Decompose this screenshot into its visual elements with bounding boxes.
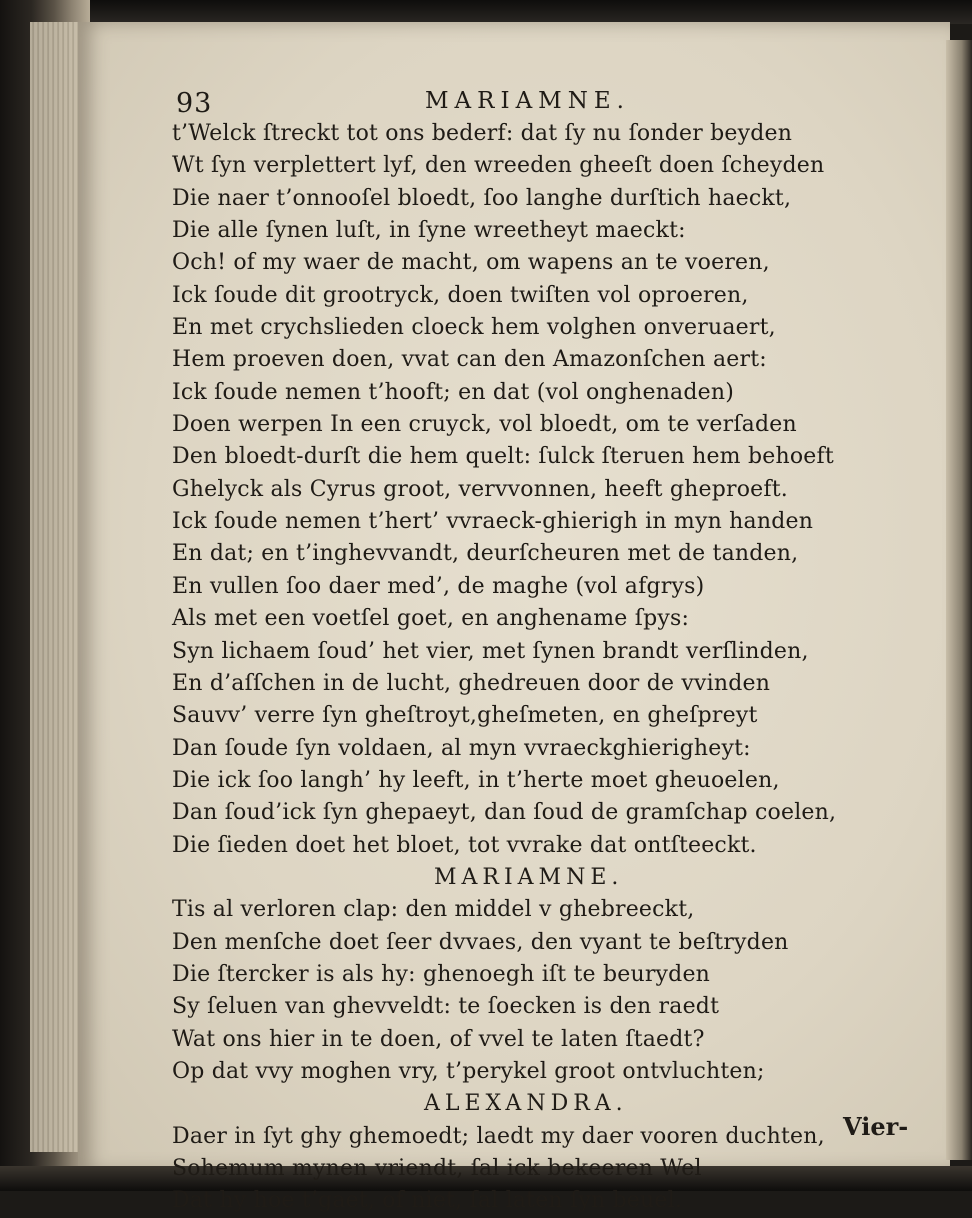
verse-lines [172,118,836,1218]
verse-line: Den menſche doet ſeer dvvaes, den vyant te beſtryden [172,929,789,955]
verse-line: En vullen ſoo daer med’, de maghe (vol afgrys) [172,573,705,599]
verse-line: Och! of my waer de macht, om wapens an te voeren, [172,250,770,276]
verse-line: Ghelyck als Cyrus groot, vervvonnen, heeft gheproeft. [172,476,788,502]
verse-line: En dat; en t’inghevvandt, deurſcheuren met de tanden, [172,541,799,567]
verse-line: Die ſieden doet het bloet, tot vvrake dat ontſteeckt. [172,832,757,858]
verse-line: Sauvv’ verre ſyn gheſtroyt,gheſmeten, en gheſpreyt [172,703,758,729]
verse-line: Als met een voetſel goet, en anghename ſpys: [172,606,690,632]
verse-line: Ick ſoude nemen t’hooft; en dat (vol onghenaden) [172,379,735,405]
verse-line: Op dat vvy moghen vry, t’perykel groot ontvluchten; [172,1058,765,1084]
verse-line: Die alle ſynen luſt, in ſyne wreetheyt maeckt: [172,218,686,244]
verse-line: Die ſtercker is als hy: ghenoegh iſt te beuryden [172,961,711,987]
verse-line: Sohemum mynen vriendt, ſal ick bekeeren Wel [172,1156,702,1181]
verse-line: Dan ſoud’ick ſyn ghepaeyt, dan ſoud de gramſchap coelen, [172,800,837,826]
verse-line: t’Welck ſtreckt tot ons bederf: dat ſy nu ſonder beyden [172,121,793,146]
page-number: 93 [176,88,213,119]
verse-line: Ick ſoude dit grootryck, doen twiſten vol oproeren, [172,282,749,308]
verse-line: Sy ſeluen van ghevveldt: te ſoecken is den raedt [172,994,720,1020]
verse-line: Tis al verloren clap: den middel v ghebreeckt, [172,897,695,923]
running-head: MARIAMNE. [425,88,630,114]
verse-line: Dat hy hoe t’gaet, of niet, ſal laten ſyn beuel. [172,1188,683,1214]
verse-line: Den bloedt-durſt die hem quelt: ſulck ſteruen hem behoeft [172,444,834,470]
verse-line: Wat ons hier in te doen, of vvel te laten ſtaedt? [172,1026,705,1052]
verse-line: En met crychslieden cloeck hem volghen onveruaert, [172,315,776,341]
verse-line: Syn lichaem ſoud’ het vier, met ſynen brandt verſlinden, [172,638,809,664]
verse-line: Dan ſoude ſyn voldaen, al myn vvraeckghierigheyt: [172,735,751,761]
verse-line: En d’aſſchen in de lucht, ghedreuen door de vvinden [172,670,771,696]
verse-line: Wt ſyn verplettert lyf, den wreeden gheeſt doen ſcheyden [172,153,825,179]
speaker-name: ALEXANDRA. [424,1091,628,1117]
verse-line: Ick ſoude nemen t’hert’ vvraeck-ghierigh in myn handen [172,509,814,535]
verse-line: Die naer t’onnooſel bloedt, ſoo langhe durſtich haeckt, [172,185,792,211]
catchword: Vier- [843,1112,909,1141]
verse-line: Daer in ſyt ghy ghemoedt; laedt my daer vooren duchten, [172,1123,825,1149]
speaker-name: MARIAMNE. [434,864,624,890]
verse-line: Doen werpen In een cruyck, vol bloedt, om te verſaden [172,412,797,438]
verse-line: Die ick ſoo langh’ hy leeft, in t’herte moet gheuoelen, [172,767,780,793]
verse-line: Hem proeven doen, vvat can den Amazonſchen aert: [172,347,767,373]
